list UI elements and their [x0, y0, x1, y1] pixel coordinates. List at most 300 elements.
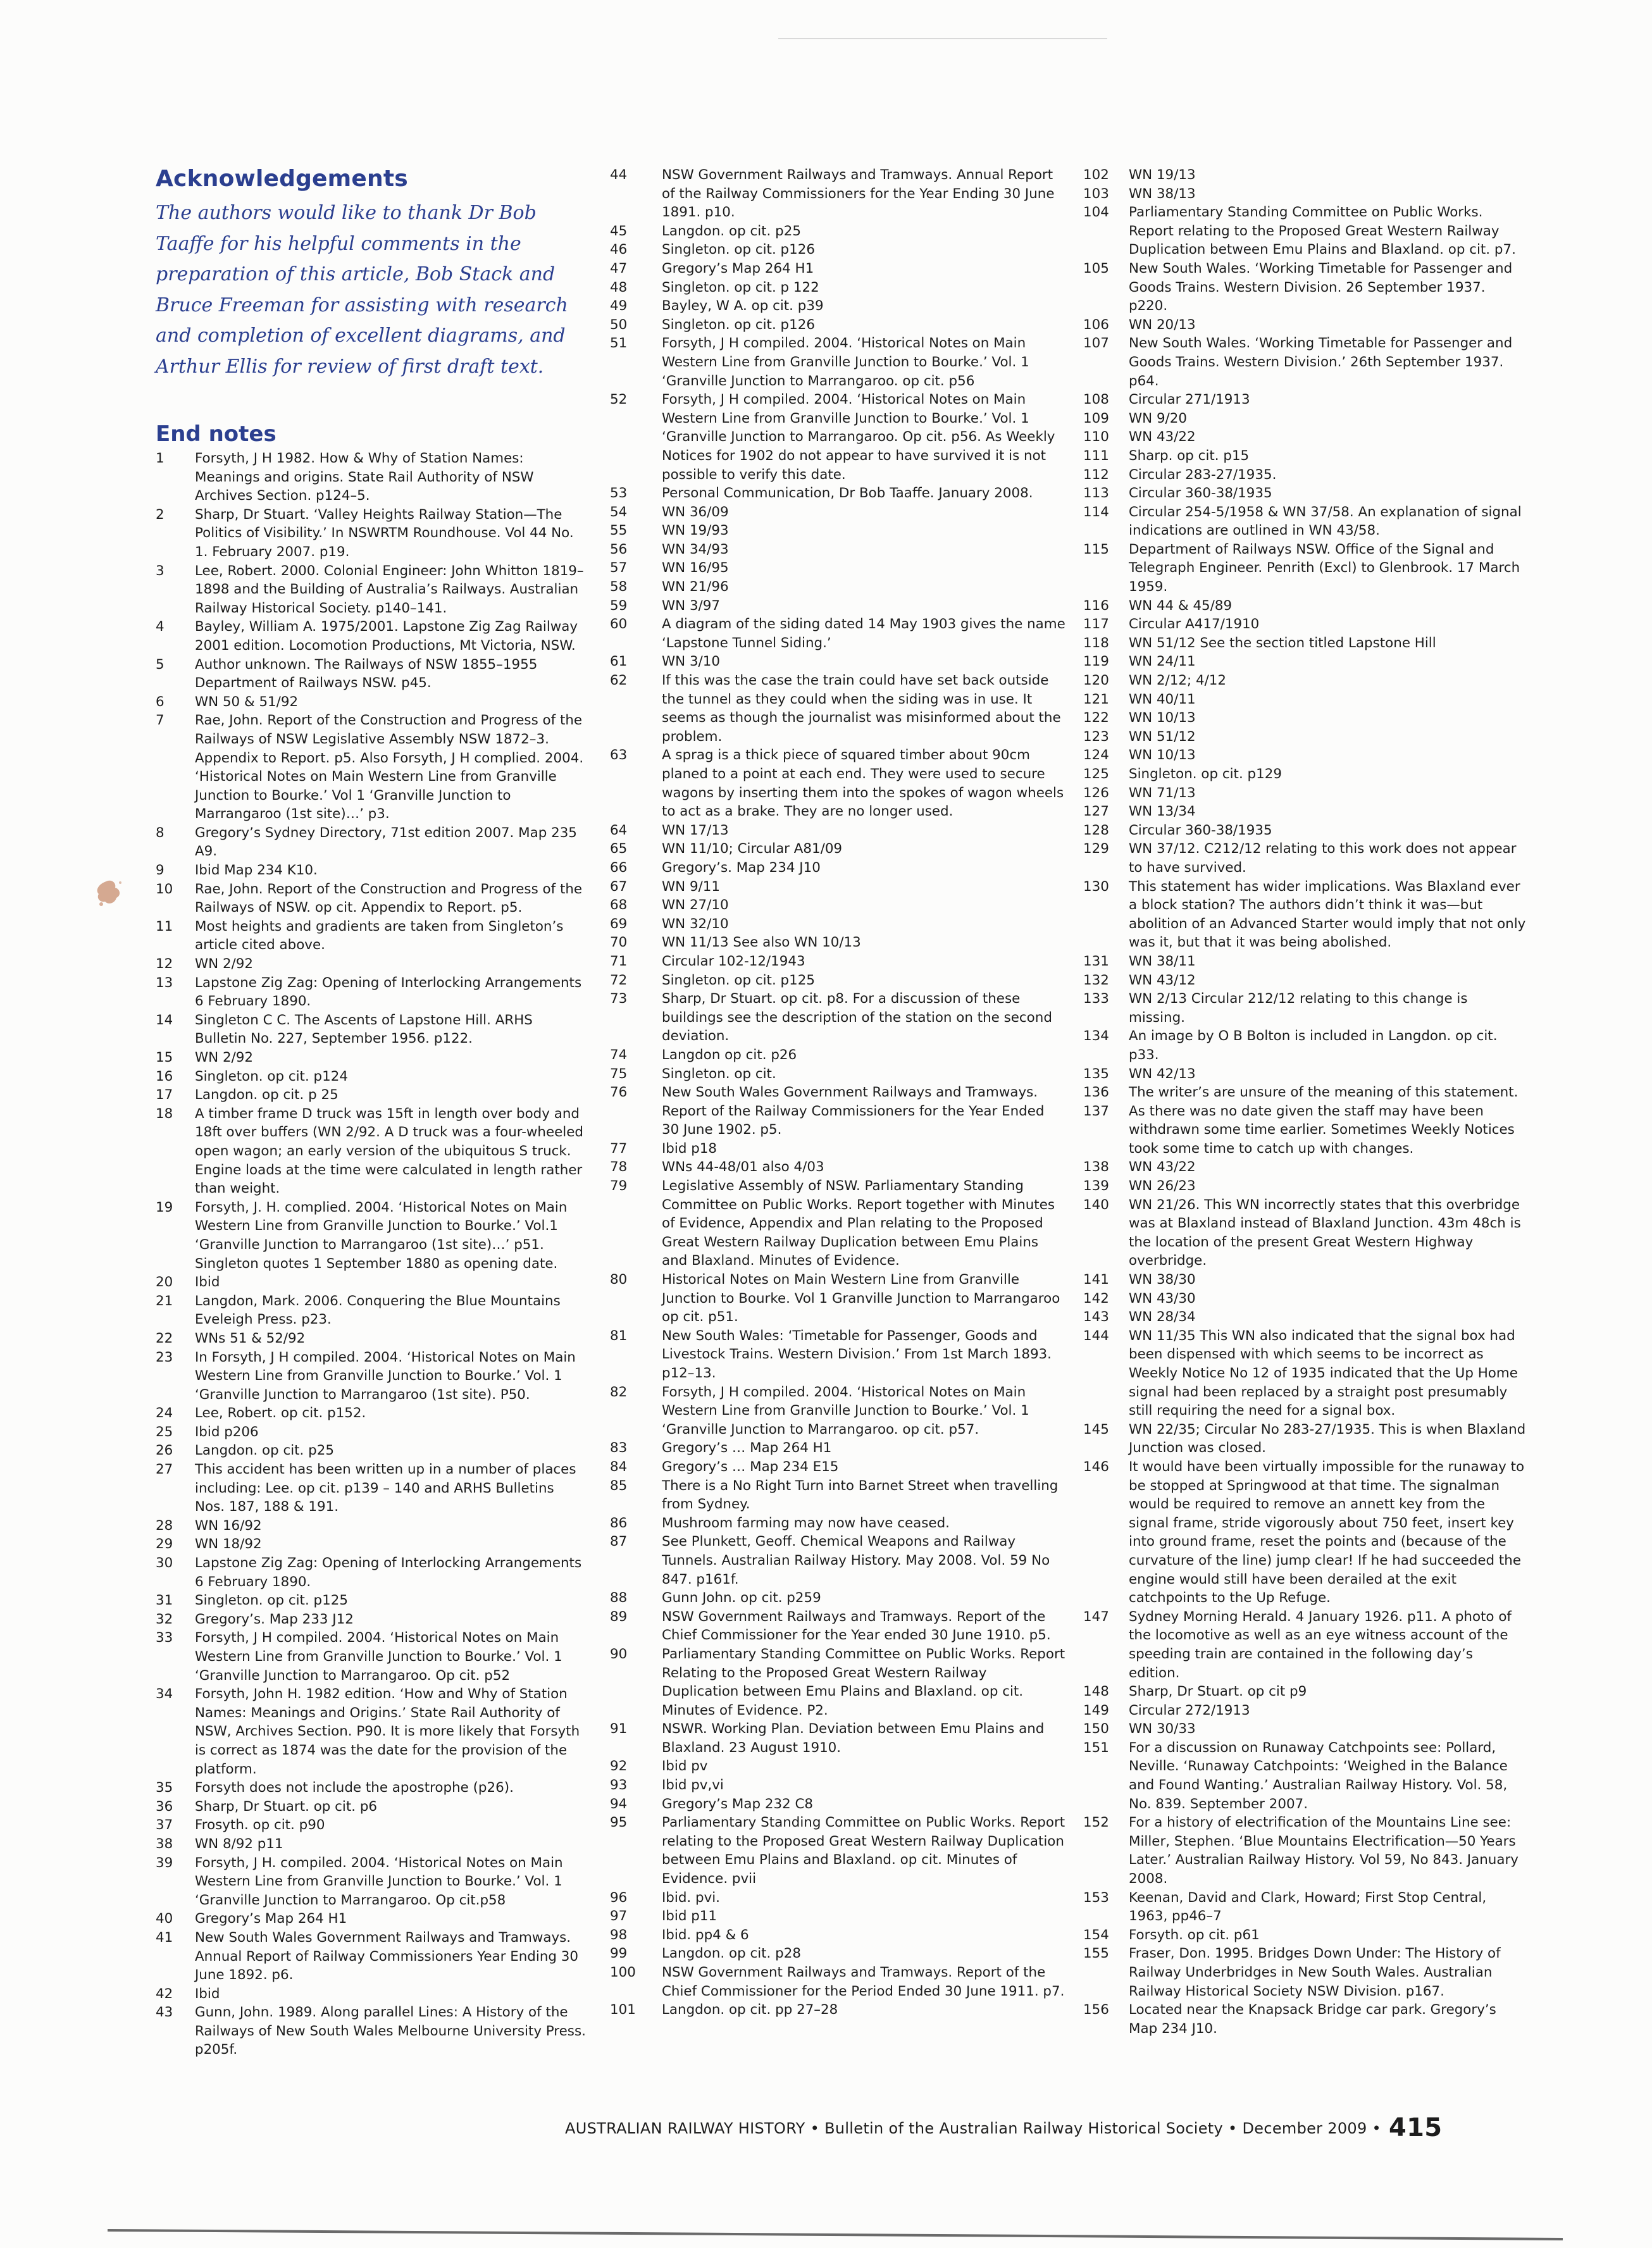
- endnote-text: Langdon. op cit. p 25: [195, 1087, 338, 1103]
- endnote-item: [156, 449, 586, 506]
- endnote-item: [610, 1065, 1065, 1084]
- endnote-number: 9: [156, 862, 165, 879]
- endnote-text: WN 3/97: [662, 597, 720, 614]
- endnote-text: NSW Government Railways and Tramways. Annual Report of the Railway Commissioners for the Year Ending 30 June 1891. p10.: [662, 167, 1055, 221]
- endnote-number: 74: [610, 1046, 628, 1063]
- endnote-number: 123: [1083, 728, 1109, 745]
- endnote-number: 118: [1083, 635, 1109, 651]
- endnote-text: Sharp, Dr Stuart. ‘Valley Heights Railway Station—The Politics of Visibility.’ In NSWRTM Roundhouse. Vol 44 No. 1. February 2007. p19.: [195, 506, 574, 560]
- endnote-item: [610, 915, 1065, 934]
- endnote-text: Ibid. pvi.: [662, 1889, 720, 1906]
- endnote-text: Ibid: [195, 1274, 220, 1291]
- endnote-item: [156, 1011, 586, 1048]
- endnote-text: Rae, John. Report of the Construction and Progress of the Railways of NSW. op cit. Appendix to Report. p5.: [195, 881, 583, 916]
- endnote-text: WN 51/12 See the section titled Lapstone Hill: [1129, 635, 1436, 651]
- endnote-item: [1083, 1701, 1526, 1720]
- endnote-text: Forsyth, J H compiled. 2004. ‘Historical Notes on Main Western Line from Granville Junction to Bourke.’ Vol. 1 ‘Granville Junction to Marrangaroo. op cit. p56: [662, 335, 1029, 389]
- endnote-text: WN 43/22: [1129, 429, 1196, 445]
- endnote-number: 42: [156, 1985, 173, 2002]
- endnote-text: Rae, John. Report of the Construction and Progress of the Railways of NSW Legislative Assembly NSW 1872–3. Appendix to Report. p5. Also Forsyth, J H complied. 2004. ‘Historical Notes on Main Western Line from Granville Junction to Bourke.’ Vol 1 ‘Granville Junction to Marrangaroo (1st site)…’ p3.: [195, 712, 584, 823]
- endnotes-title: End notes: [156, 421, 276, 447]
- endnote-number: 117: [1083, 616, 1109, 633]
- endnote-number: 129: [1083, 841, 1109, 857]
- endnote-text: Lapstone Zig Zag: Opening of Interlocking Arrangements 6 February 1890.: [195, 1555, 582, 1590]
- endnote-item: [156, 917, 586, 955]
- endnote-number: 38: [156, 1835, 173, 1852]
- endnote-number: 96: [610, 1889, 628, 1906]
- endnote-text: WN 38/30: [1129, 1272, 1196, 1288]
- endnote-number: 104: [1083, 204, 1109, 221]
- endnote-item: [156, 880, 586, 917]
- endnote-number: 29: [156, 1536, 173, 1553]
- endnote-item: [156, 1835, 586, 1854]
- endnote-item: [610, 1813, 1065, 1888]
- endnote-text: Forsyth, John H. 1982 edition. ‘How and Why of Station Names: Meanings and Origins.’ State Rail Authority of NSW, Archives Section. P90. It is more likely that Forsyth is correct as 1874 was the date for the provision of the platform.: [195, 1686, 580, 1777]
- endnote-item: [156, 618, 586, 655]
- endnote-number: 44: [610, 167, 628, 183]
- endnote-item: [1083, 2001, 1526, 2038]
- endnote-number: 120: [1083, 673, 1109, 689]
- endnote-text: Sharp. op cit. p15: [1129, 447, 1250, 464]
- endnote-number: 127: [1083, 804, 1109, 820]
- endnote-text: Bayley, William A. 1975/2001. Lapstone Zig Zag Railway 2001 edition. Locomotion Productions, Mt Victoria, NSW.: [195, 619, 578, 654]
- endnote-number: 154: [1083, 1927, 1109, 1943]
- endnote-text: Singleton. op cit. p125: [195, 1593, 348, 1609]
- endnote-number: 7: [156, 712, 165, 729]
- endnote-text: Singleton C C. The Ascents of Lapstone Hill. ARHS Bulletin No. 227, September 1956. p122.: [195, 1012, 533, 1047]
- endnote-item: [156, 1798, 586, 1816]
- endnote-number: 70: [610, 935, 628, 951]
- endnote-number: 122: [1083, 710, 1109, 726]
- endnote-item: [156, 1105, 586, 1198]
- endnote-number: 71: [610, 953, 628, 969]
- endnote-number: 84: [610, 1458, 628, 1475]
- endnote-text: WN 37/12. C212/12 relating to this work does not appear to have survived.: [1129, 841, 1517, 876]
- endnote-item: [156, 693, 586, 712]
- endnote-number: 49: [610, 298, 628, 314]
- endnote-item: [610, 1083, 1065, 1140]
- endnote-number: 39: [156, 1854, 173, 1871]
- endnote-number: 78: [610, 1159, 628, 1176]
- endnote-item: [156, 1292, 586, 1329]
- endnote-text: Lapstone Zig Zag: Opening of Interlocking Arrangements 6 February 1890.: [195, 974, 582, 1010]
- endnote-item: [610, 390, 1065, 484]
- endnote-text: Historical Notes on Main Western Line from Granville Junction to Bourke. Vol 1 Granville Junction to Marrangaroo op cit. p51.: [662, 1272, 1060, 1326]
- endnote-item: [156, 1554, 586, 1591]
- endnote-item: [1083, 1027, 1526, 1064]
- endnote-number: 64: [610, 822, 628, 838]
- paper-stain-icon: [92, 876, 125, 909]
- endnote-number: 54: [610, 504, 628, 520]
- endnote-number: 134: [1083, 1028, 1109, 1045]
- endnote-item: [610, 952, 1065, 971]
- endnote-number: 55: [610, 523, 628, 539]
- endnote-item: [610, 1458, 1065, 1477]
- endnote-text: Gregory’s Map 264 H1: [662, 260, 814, 276]
- endnote-item: [156, 1329, 586, 1348]
- endnote-text: WN 2/92: [195, 1050, 253, 1065]
- endnote-text: Most heights and gradients are taken from Singleton’s article cited above.: [195, 918, 564, 953]
- endnote-number: 2: [156, 506, 165, 523]
- footer-bullet-2: •: [1228, 2120, 1238, 2137]
- endnote-text: For a history of electrification of the Mountains Line see: Miller, Stephen. ‘Blue Mountains Electrification—50 Years Later.’ Australian Railway History. Vol 59, No 843. January 2008.: [1129, 1815, 1518, 1887]
- endnote-item: [1083, 1083, 1526, 1102]
- endnote-item: [156, 562, 586, 618]
- endnote-item: [156, 711, 586, 824]
- endnote-text: Singleton. op cit. p129: [1129, 766, 1282, 782]
- endnote-text: If this was the case the train could have set back outside the tunnel as they could when the siding was in use. It seems as though the journalist was misinformed about the problem.: [662, 673, 1061, 745]
- endnote-number: 50: [610, 316, 628, 333]
- endnote-item: [610, 1327, 1065, 1383]
- endnote-number: 3: [156, 562, 165, 579]
- endnote-text: WN 22/35; Circular No 283-27/1935. This is when Blaxland Junction was closed.: [1129, 1421, 1526, 1456]
- endnote-text: WN 50 & 51/92: [195, 693, 299, 710]
- endnote-number: 1: [156, 450, 165, 466]
- endnote-item: [610, 484, 1065, 503]
- endnote-text: Gunn John. op cit. p259: [662, 1590, 821, 1606]
- endnote-number: 116: [1083, 597, 1109, 614]
- endnote-text: NSW Government Railways and Tramways. Report of the Chief Commissioner for the Period Ended 30 June 1911. p7.: [662, 1965, 1065, 1999]
- endnote-text: New South Wales Government Railways and Tramways. Report of the Railway Commissioners for the Year Ended 30 June 1902. p5.: [662, 1084, 1045, 1138]
- endnote-item: [610, 1439, 1065, 1458]
- endnote-text: WNs 44-48/01 also 4/03: [662, 1159, 824, 1176]
- endnote-text: Gregory’s Map 264 H1: [195, 1911, 347, 1927]
- endnote-text: Gunn, John. 1989. Along parallel Lines: A History of the Railways of New South Wales Melbourne University Press. p205f.: [195, 2004, 586, 2058]
- endnote-text: Ibid. pp4 & 6: [662, 1927, 749, 1943]
- endnote-number: 126: [1083, 785, 1109, 801]
- endnote-item: [1083, 1270, 1526, 1289]
- endnote-item: [1083, 1739, 1526, 1813]
- endnote-item: [610, 1720, 1065, 1757]
- endnote-item: [610, 1477, 1065, 1514]
- endnote-item: [156, 861, 586, 880]
- endnote-item: [1083, 634, 1526, 653]
- endnote-number: 121: [1083, 691, 1109, 707]
- endnote-number: 87: [610, 1534, 628, 1550]
- endnote-number: 153: [1083, 1889, 1109, 1906]
- endnote-item: [156, 1610, 586, 1629]
- endnote-text: Sharp, Dr Stuart. op cit p9: [1129, 1684, 1307, 1700]
- endnote-number: 90: [610, 1646, 628, 1662]
- endnote-item: [1083, 784, 1526, 803]
- endnote-number: 14: [156, 1012, 173, 1028]
- endnote-item: [156, 974, 586, 1011]
- endnote-item: [156, 1273, 586, 1292]
- endnote-item: [610, 222, 1065, 241]
- endnote-text: Gregory’s Map 232 C8: [662, 1796, 814, 1812]
- endnote-item: [1083, 466, 1526, 485]
- endnote-item: [610, 652, 1065, 671]
- endnote-text: Langdon. op cit. pp 27–28: [662, 2002, 838, 2018]
- endnote-text: An image by O B Bolton is included in Langdon. op cit. p33.: [1129, 1028, 1498, 1063]
- endnote-text: WN 36/09: [662, 504, 729, 520]
- endnote-number: 106: [1083, 316, 1109, 333]
- endnote-text: WN 51/12: [1129, 728, 1196, 745]
- endnote-number: 26: [156, 1443, 173, 1459]
- endnote-number: 67: [610, 878, 628, 895]
- endnote-text: WN 2/12; 4/12: [1129, 673, 1227, 689]
- endnote-number: 155: [1083, 1946, 1109, 1962]
- endnote-number: 68: [610, 897, 628, 914]
- endnote-text: WNs 51 & 52/92: [195, 1330, 306, 1346]
- endnote-item: [1083, 540, 1526, 597]
- footer-bullet-1: •: [810, 2120, 820, 2137]
- endnote-number: 15: [156, 1050, 173, 1065]
- endnote-item: [610, 240, 1065, 259]
- endnote-item: [1083, 1944, 1526, 2001]
- endnote-number: 85: [610, 1477, 628, 1494]
- endnote-text: WN 42/13: [1129, 1065, 1196, 1082]
- endnote-text: WN 40/11: [1129, 691, 1196, 707]
- endnote-item: [610, 1963, 1065, 2001]
- endnote-item: [610, 2001, 1065, 2020]
- column-1: [156, 166, 586, 2059]
- endnote-item: [610, 278, 1065, 297]
- endnote-number: 51: [610, 335, 628, 352]
- endnote-item: [610, 615, 1065, 652]
- endnote-text: WN 10/13: [1129, 710, 1196, 726]
- endnote-item: [156, 1928, 586, 1985]
- endnote-item: [1083, 484, 1526, 503]
- endnote-text: WN 11/35 This WN also indicated that the signal box had been dispensed with which seems to be incorrect as Weekly Notice No 12 of 1935 indicated that the Up Home signal had been replaced by a straight post presumably still requiring the need for a signal box.: [1129, 1327, 1518, 1419]
- endnote-text: Circular 283-27/1935.: [1129, 466, 1277, 483]
- endnote-text: Ibid p11: [662, 1908, 717, 1925]
- endnote-item: [156, 1629, 586, 1685]
- endnote-number: 34: [156, 1686, 173, 1703]
- footer-date: December 2009: [1242, 2120, 1367, 2137]
- endnote-text: There is a No Right Turn into Barnet Street when travelling from Sydney.: [662, 1477, 1059, 1513]
- endnote-text: Singleton. op cit. p 122: [662, 279, 819, 295]
- endnote-number: 72: [610, 972, 628, 988]
- endnote-text: WN 38/13: [1129, 185, 1196, 202]
- endnote-text: Fraser, Don. 1995. Bridges Down Under: The History of Railway Underbridges in New South Wales. Australian Railway Historical Society NSW Division. p167.: [1129, 1946, 1501, 1999]
- endnote-item: [156, 1910, 586, 1928]
- endnote-text: Lee, Robert. 2000. Colonial Engineer: John Whitton 1819–1898 and the Building of Australia’s Railways. Australian Railway Historical Society. p140–141.: [195, 562, 584, 616]
- endnote-item: [1083, 765, 1526, 784]
- endnote-number: 10: [156, 881, 173, 897]
- endnote-item: [156, 1460, 586, 1517]
- endnote-text: New South Wales: ‘Timetable for Passenger, Goods and Livestock Trains. Western Division.’ From 1st March 1893. p12–13.: [662, 1327, 1052, 1381]
- endnote-number: 97: [610, 1908, 628, 1925]
- endnote-item: [610, 334, 1065, 390]
- endnote-number: 95: [610, 1815, 628, 1831]
- endnote-number: 143: [1083, 1309, 1109, 1326]
- endnote-number: 146: [1083, 1458, 1109, 1475]
- endnote-text: Lee, Robert. op cit. p152.: [195, 1405, 366, 1422]
- endnote-number: 98: [610, 1927, 628, 1943]
- endnote-number: 124: [1083, 747, 1109, 764]
- endnote-number: 138: [1083, 1159, 1109, 1176]
- endnote-text: As there was no date given the staff may have been withdrawn some time earlier. Sometimes Weekly Notices took some time to catch up with changes.: [1129, 1103, 1515, 1157]
- endnote-number: 32: [156, 1611, 173, 1627]
- endnote-item: [1083, 166, 1526, 185]
- endnote-number: 88: [610, 1590, 628, 1606]
- endnote-text: Legislative Assembly of NSW. Parliamentary Standing Committee on Public Works. Report together with Minutes of Evidence, Appendix and Plan relating to the Proposed Great Western Railway Duplication between Emu Plains and Blaxland. Minutes of Evidence.: [662, 1178, 1055, 1269]
- endnote-item: [156, 824, 586, 861]
- endnote-number: 119: [1083, 654, 1109, 670]
- endnote-text: Mushroom farming may now have ceased.: [662, 1515, 950, 1531]
- footer-journal: AUSTRALIAN RAILWAY HISTORY: [565, 2120, 805, 2137]
- endnote-item: [610, 1926, 1065, 1945]
- endnote-number: 92: [610, 1758, 628, 1775]
- endnote-item: [610, 1645, 1065, 1720]
- endnote-text: Ibid Map 234 K10.: [195, 862, 318, 879]
- footer-bullet-3: •: [1372, 2120, 1382, 2137]
- endnote-item: [1083, 1289, 1526, 1308]
- endnote-number: 46: [610, 242, 628, 258]
- endnote-item: [610, 503, 1065, 522]
- endnote-item: [156, 1423, 586, 1442]
- endnote-item: [1083, 690, 1526, 709]
- endnote-number: 20: [156, 1274, 173, 1291]
- endnote-number: 111: [1083, 447, 1109, 464]
- endnote-text: WN 18/92: [195, 1536, 262, 1553]
- endnote-number: 73: [610, 991, 628, 1007]
- endnote-item: [1083, 503, 1526, 540]
- endnote-item: [610, 1514, 1065, 1533]
- endnote-number: 100: [610, 1965, 636, 1980]
- endnote-text: WN 9/20: [1129, 410, 1187, 426]
- endnote-text: WN 24/11: [1129, 654, 1196, 670]
- endnote-text: WN 21/26. This WN incorrectly states that this overbridge was at Blaxland instead of Blaxland Junction. 43m 48ch is the location of the present Great Western Highway overbridge.: [1129, 1196, 1521, 1269]
- endnote-item: [1083, 840, 1526, 877]
- endnote-text: Gregory’s … Map 264 H1: [662, 1440, 832, 1456]
- endnote-text: Bayley, W A. op cit. p39: [662, 298, 824, 314]
- endnote-item: [610, 297, 1065, 316]
- endnote-number: 132: [1083, 972, 1109, 988]
- endnote-item: [610, 559, 1065, 578]
- endnote-number: 53: [610, 485, 628, 502]
- endnote-number: 147: [1083, 1608, 1109, 1625]
- endnote-item: [610, 259, 1065, 278]
- endnote-number: 148: [1083, 1684, 1109, 1700]
- endnote-number: 11: [156, 918, 173, 935]
- endnote-text: New South Wales. ‘Working Timetable for Passenger and Goods Trains. Western Division. 26 September 1937. p220.: [1129, 260, 1513, 314]
- endnote-item: [1083, 428, 1526, 447]
- endnote-item: [610, 521, 1065, 540]
- endnote-number: 45: [610, 223, 628, 239]
- endnote-item: [1083, 821, 1526, 840]
- endnote-text: Keenan, David and Clark, Howard; First Stop Central, 1963, pp46–7: [1129, 1889, 1487, 1925]
- endnote-item: [1083, 1608, 1526, 1682]
- column-2: [610, 166, 1065, 2020]
- endnote-text: WN 16/92: [195, 1517, 262, 1534]
- endnote-text: New South Wales Government Railways and Tramways. Annual Report of Railway Commissioners Year Ending 30 June 1892. p6.: [195, 1929, 578, 1984]
- endnote-number: 31: [156, 1593, 173, 1609]
- endnote-text: New South Wales. ‘Working Timetable for Passenger and Goods Trains. Western Division.’ 26th September 1937. p64.: [1129, 335, 1513, 389]
- endnote-item: [156, 1535, 586, 1554]
- endnote-number: 79: [610, 1178, 628, 1195]
- endnote-number: 37: [156, 1817, 173, 1834]
- endnote-text: Singleton. op cit. p124: [195, 1068, 348, 1084]
- endnote-number: 105: [1083, 260, 1109, 276]
- endnote-item: [610, 1140, 1065, 1158]
- endnote-item: [1083, 1065, 1526, 1084]
- endnote-text: NSW Government Railways and Tramways. Report of the Chief Commissioner for the Year ended 30 June 1910. p5.: [662, 1608, 1051, 1644]
- endnote-text: WN 19/93: [662, 523, 729, 539]
- endnote-number: 108: [1083, 392, 1109, 408]
- endnote-text: WN 11/10; Circular A81/09: [662, 841, 843, 857]
- endnote-number: 63: [610, 747, 628, 764]
- endnote-text: Circular 360-38/1935: [1129, 822, 1272, 838]
- endnote-item: [610, 746, 1065, 821]
- endnote-item: [610, 933, 1065, 952]
- endnote-item: [156, 1985, 586, 2004]
- endnote-number: 33: [156, 1630, 173, 1646]
- endnote-text: Gregory’s. Map 233 J12: [195, 1611, 354, 1627]
- endnote-item: [1083, 185, 1526, 204]
- endnote-text: WN 28/34: [1129, 1309, 1196, 1326]
- endnote-number: 56: [610, 541, 628, 557]
- endnote-text: Author unknown. The Railways of NSW 1855–1955 Department of Railways NSW. p45.: [195, 656, 538, 692]
- endnote-number: 17: [156, 1087, 173, 1103]
- endnote-item: [1083, 334, 1526, 390]
- endnote-number: 89: [610, 1608, 628, 1625]
- endnote-item: [610, 971, 1065, 990]
- endnote-item: [1083, 259, 1526, 316]
- endnote-number: 12: [156, 956, 173, 972]
- endnote-text: Langdon, Mark. 2006. Conquering the Blue Mountains Eveleigh Press. p23.: [195, 1293, 561, 1328]
- endnote-number: 76: [610, 1084, 628, 1101]
- endnote-text: WN 27/10: [662, 897, 729, 914]
- endnote-item: [1083, 671, 1526, 690]
- endnote-item: [610, 840, 1065, 859]
- endnote-number: 19: [156, 1199, 173, 1215]
- endnote-number: 21: [156, 1293, 173, 1309]
- endnote-item: [610, 1944, 1065, 1963]
- endnote-number: 156: [1083, 2002, 1109, 2018]
- endnote-item: [1083, 878, 1526, 952]
- endnote-text: Langdon. op cit. p25: [662, 223, 801, 239]
- endnote-number: 125: [1083, 766, 1109, 782]
- endnote-number: 135: [1083, 1065, 1109, 1082]
- endnote-number: 8: [156, 824, 165, 841]
- endnote-text: WN 9/11: [662, 878, 720, 895]
- endnote-text: WN 3/10: [662, 654, 720, 670]
- endnote-text: Langdon. op cit. p25: [195, 1443, 334, 1459]
- endnote-item: [156, 1086, 586, 1105]
- endnote-text: Ibid p206: [195, 1424, 259, 1440]
- endnote-number: 151: [1083, 1739, 1109, 1756]
- endnote-number: 58: [610, 579, 628, 595]
- endnote-number: 30: [156, 1555, 173, 1572]
- endnote-number: 82: [610, 1384, 628, 1400]
- endnote-text: Frosyth. op cit. p90: [195, 1817, 325, 1834]
- endnote-item: [156, 1404, 586, 1423]
- endnote-text: A timber frame D truck was 15ft in length over body and 18ft over buffers (WN 2/92. A D truck was a four-wheeled open wagon; an early version of the ubiquitous S truck. Engine loads at the time were calculated in length rather than weight.: [195, 1105, 583, 1197]
- endnote-text: The writer’s are unsure of the meaning of this statement.: [1129, 1084, 1518, 1101]
- endnote-item: [1083, 1889, 1526, 1926]
- endnote-text: For a discussion on Runaway Catchpoints see: Pollard, Neville. ‘Runaway Catchpoints: ‘Weighed in the Balance and Found Wanting.’ Australian Railway History. Vol. 58, No. 839. September 2007.: [1129, 1739, 1508, 1812]
- endnotes-list-1: [156, 449, 586, 2059]
- endnote-item: [1083, 597, 1526, 616]
- endnote-text: Personal Communication, Dr Bob Taaffe. January 2008.: [662, 485, 1033, 502]
- endnote-text: Circular 360-38/1935: [1129, 485, 1272, 502]
- endnote-text: WN 2/13 Circular 212/12 relating to this change is missing.: [1129, 991, 1468, 1026]
- endnote-number: 18: [156, 1105, 173, 1122]
- endnote-number: 77: [610, 1140, 628, 1157]
- endnote-item: [1083, 1308, 1526, 1327]
- endnote-item: [156, 655, 586, 693]
- endnote-item: [610, 1795, 1065, 1814]
- endnote-item: [1083, 728, 1526, 747]
- endnote-item: [610, 896, 1065, 915]
- endnote-number: 142: [1083, 1290, 1109, 1307]
- endnote-item: [1083, 709, 1526, 728]
- endnote-text: WN 34/93: [662, 541, 729, 557]
- endnote-text: Circular A417/1910: [1129, 616, 1260, 633]
- endnote-item: [610, 540, 1065, 559]
